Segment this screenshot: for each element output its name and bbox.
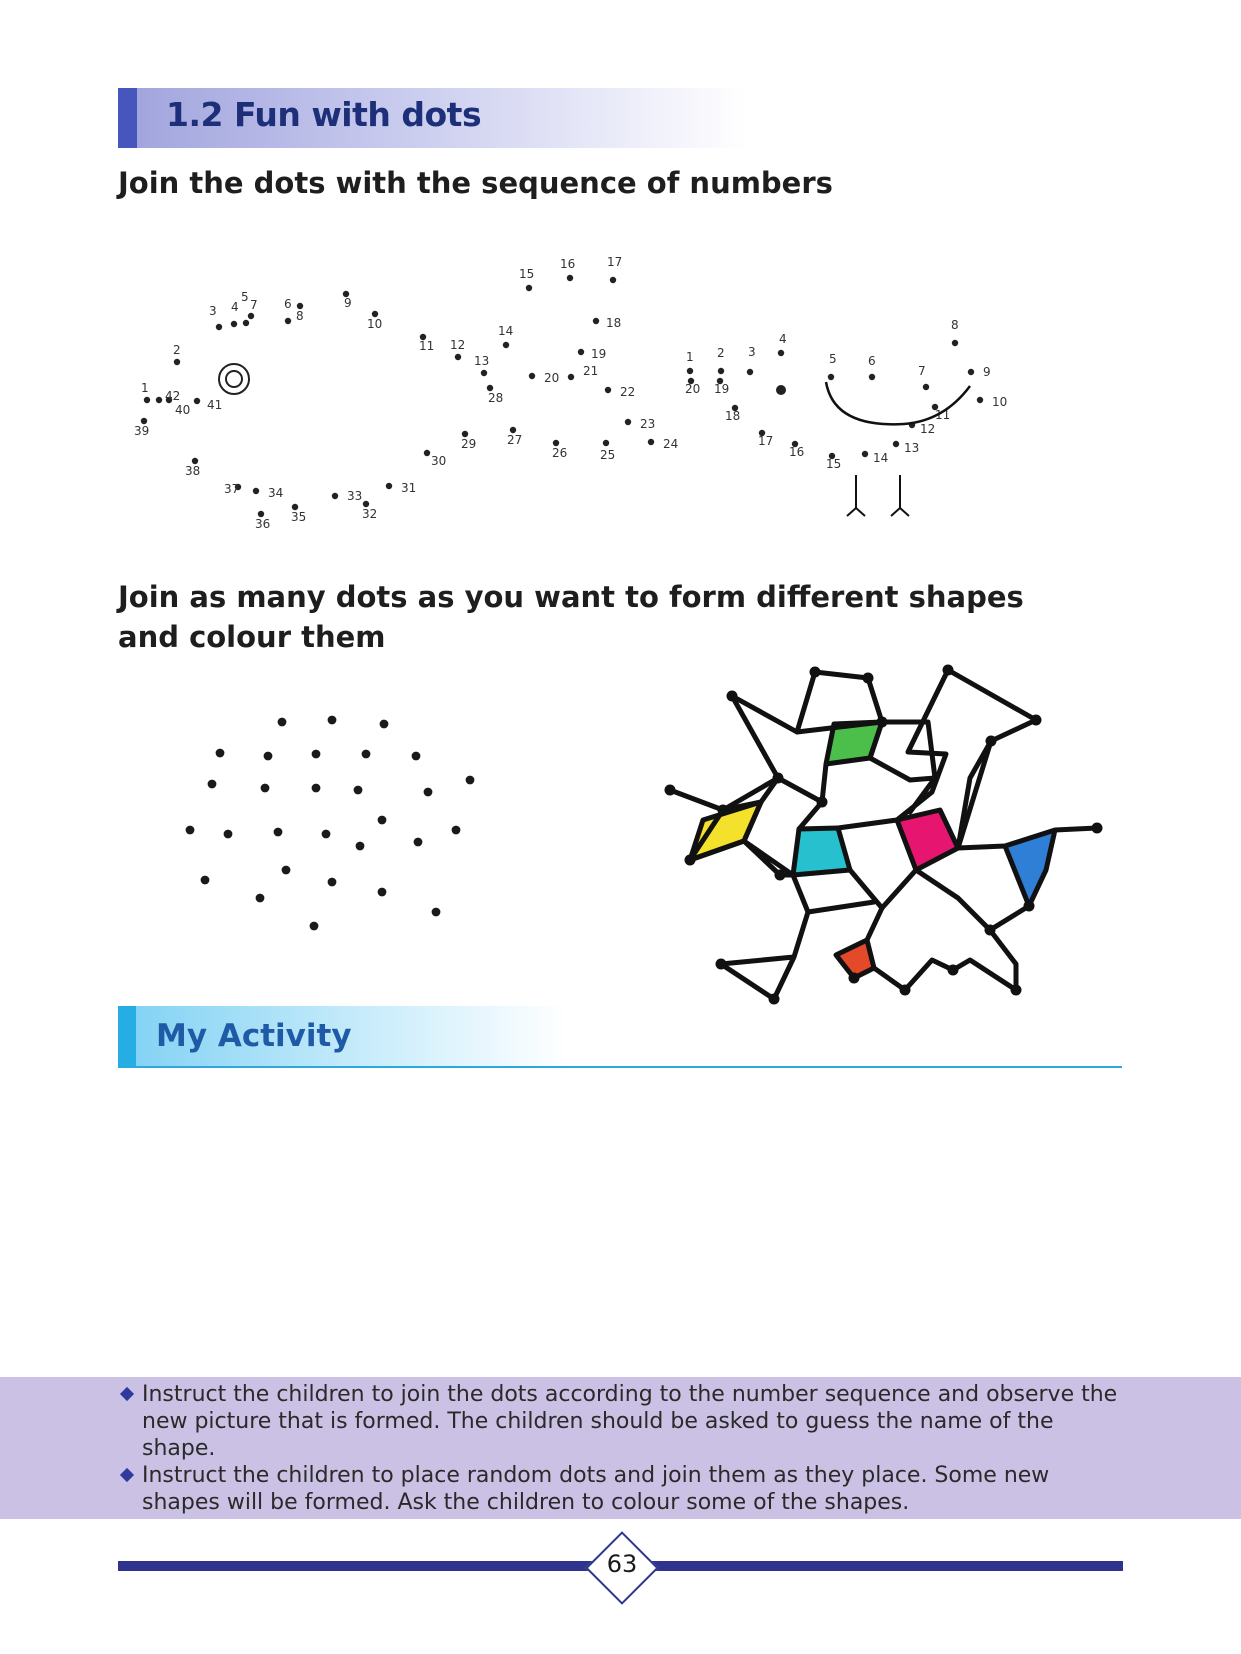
fish-dot-label: 12 [450, 338, 466, 352]
fish-dot-4 [231, 321, 237, 327]
bird-dot-5 [828, 374, 834, 380]
fish-dot-label: 31 [401, 481, 417, 495]
fish-dot-5 [248, 313, 254, 319]
random-dot [278, 718, 287, 727]
fish-dot-label: 15 [519, 267, 535, 281]
my-activity-banner [118, 1006, 1122, 1068]
random-dot [328, 716, 337, 725]
random-dot [378, 816, 387, 825]
page-number: 63 [606, 1550, 638, 1578]
fish-dot-21 [568, 374, 574, 380]
bird-dot-3 [747, 369, 753, 375]
fish-dot-label: 29 [461, 437, 477, 451]
teacher-note-item [118, 1462, 1123, 1516]
fish-dot-label: 38 [185, 464, 201, 478]
bird-dot-label: 14 [873, 451, 889, 465]
fish-dot-label: 40 [175, 403, 191, 417]
fish-dot-20 [529, 373, 535, 379]
teacher-note-item [118, 1381, 1123, 1462]
bird-dot-label: 10 [992, 395, 1008, 409]
section-title: 1.2 Fun with dots [166, 95, 482, 134]
bird-eye-icon [776, 385, 786, 395]
dot-to-dot-figures [120, 250, 1100, 560]
random-dot [378, 888, 387, 897]
bird-dot-6 [869, 374, 875, 380]
fish-dot-label: 30 [431, 454, 447, 468]
random-dot [328, 878, 337, 887]
fish-dot-12 [455, 354, 461, 360]
section-banner-bar [118, 88, 137, 148]
random-dot [216, 749, 225, 758]
joining-line [897, 670, 948, 820]
random-dot [312, 750, 321, 759]
bird-dot-label: 1 [686, 350, 694, 364]
joined-dot [1031, 715, 1042, 726]
fish-dot-label: 21 [583, 364, 599, 378]
bird-dot-4 [778, 350, 784, 356]
joined-dot [1011, 985, 1022, 996]
instruction-join-shapes-line1: Join as many dots as you want to form different shapes [118, 580, 1024, 614]
fish-dot-label: 35 [291, 510, 307, 524]
joined-dot [986, 736, 997, 747]
joined-dot [665, 785, 676, 796]
fish-dot-label: 33 [347, 489, 363, 503]
fish-dot-7 [243, 320, 249, 326]
bird-dot-figure [685, 318, 1007, 516]
instruction-join-shapes-line2: and colour them [118, 620, 386, 654]
random-dot [380, 720, 389, 729]
joined-dot [943, 665, 954, 676]
random-dot [466, 776, 475, 785]
random-dot [322, 830, 331, 839]
fish-dot-41 [194, 398, 200, 404]
bird-dot-label: 18 [725, 409, 741, 423]
fish-dot-label: 20 [544, 371, 560, 385]
fish-dot-22 [605, 387, 611, 393]
bird-dot-label: 5 [829, 352, 837, 366]
random-dot [208, 780, 217, 789]
fish-dot-42 [156, 397, 162, 403]
random-dot [362, 750, 371, 759]
bird-dot-label: 8 [951, 318, 959, 332]
random-dot [412, 752, 421, 761]
random-dot [312, 784, 321, 793]
bird-dot-label: 6 [868, 354, 876, 368]
fish-dot-31 [386, 483, 392, 489]
joined-dot [718, 805, 729, 816]
joined-dot [1092, 823, 1103, 834]
fish-dot-figure [134, 255, 678, 531]
fish-dot-34 [253, 488, 259, 494]
fish-dot-30 [424, 450, 430, 456]
bird-dot-label: 20 [685, 382, 701, 396]
fish-dot-6 [285, 318, 291, 324]
joined-dot [769, 994, 780, 1005]
joining-line [953, 906, 1029, 990]
random-dot [424, 788, 433, 797]
bird-dot-2 [718, 368, 724, 374]
joined-dot [810, 667, 821, 678]
fish-dot-label: 34 [268, 486, 284, 500]
bird-dot-label: 9 [983, 365, 991, 379]
joined-dot [985, 925, 996, 936]
random-dot [452, 826, 461, 835]
bird-dot-9 [968, 369, 974, 375]
random-dot [201, 876, 210, 885]
fish-dot-23 [625, 419, 631, 425]
bird-dot-10 [977, 397, 983, 403]
fish-dot-label: 16 [560, 257, 576, 271]
fish-dot-label: 8 [296, 309, 304, 323]
my-activity-banner-bar [118, 1006, 136, 1066]
bird-dot-label: 11 [935, 408, 951, 422]
joined-dot [773, 773, 784, 784]
fish-dot-label: 14 [498, 324, 514, 338]
section-banner [118, 88, 748, 148]
random-dot [274, 828, 283, 837]
bird-dot-7 [923, 384, 929, 390]
fish-dot-label: 24 [663, 437, 679, 451]
joining-line [874, 960, 953, 990]
teacher-note-text: Instruct the children to join the dots according to the number sequence and observe the new picture that is formed. The children should be asked to guess the name of the shape. [142, 1382, 1118, 1461]
joined-dot [849, 973, 860, 984]
bird-dot-label: 15 [826, 457, 842, 471]
fish-dot-18 [593, 318, 599, 324]
fish-dot-label: 32 [362, 507, 378, 521]
random-dot [310, 922, 319, 931]
joined-shapes-figure [650, 660, 1120, 1015]
teacher-note-text: Instruct the children to place random dots and join them as they place. Some new shapes will be formed. Ask the children to colour some of the shapes. [142, 1463, 1050, 1515]
fish-dot-17 [610, 277, 616, 283]
bird-dot-1 [687, 368, 693, 374]
teacher-note-box [0, 1377, 1241, 1519]
fish-dot-label: 37 [224, 482, 240, 496]
fish-dot-1 [144, 397, 150, 403]
fish-dot-2 [174, 359, 180, 365]
fish-dot-label: 3 [209, 304, 217, 318]
fish-dot-16 [567, 275, 573, 281]
fish-dot-label: 39 [134, 424, 150, 438]
fish-dot-label: 27 [507, 433, 523, 447]
fish-dot-label: 2 [173, 343, 181, 357]
fish-dot-33 [332, 493, 338, 499]
fish-dot-label: 1 [141, 381, 149, 395]
joined-dot [877, 717, 888, 728]
joined-dot [817, 797, 828, 808]
bird-dot-label: 19 [714, 382, 730, 396]
fish-dot-label: 6 [284, 297, 292, 311]
fish-dot-15 [526, 285, 532, 291]
joined-dot [727, 691, 738, 702]
fish-eye-icon [219, 364, 249, 394]
fish-dot-label: 25 [600, 448, 616, 462]
bird-dot-8 [952, 340, 958, 346]
my-activity-title: My Activity [156, 1018, 352, 1054]
fish-dot-label: 42 [165, 389, 181, 403]
joined-dot [685, 855, 696, 866]
fish-dot-label: 11 [419, 339, 435, 353]
bird-dot-label: 12 [920, 422, 936, 436]
joined-dot [775, 870, 786, 881]
fish-dot-label: 36 [255, 517, 271, 531]
random-dot [186, 826, 195, 835]
fish-dot-label: 9 [344, 296, 352, 310]
random-dots-figure [120, 660, 540, 950]
fish-dot-24 [648, 439, 654, 445]
teacher-note-list [118, 1377, 1123, 1516]
fish-dot-label: 28 [488, 391, 504, 405]
random-dot [224, 830, 233, 839]
joined-dot [900, 985, 911, 996]
fish-dot-label: 18 [606, 316, 622, 330]
joined-dot [1024, 901, 1035, 912]
diamond-bullet-icon [120, 1387, 134, 1401]
fish-dot-label: 23 [640, 417, 656, 431]
fish-dot-label: 22 [620, 385, 636, 399]
random-dot [432, 908, 441, 917]
fish-dot-label: 17 [607, 255, 623, 269]
fish-dot-19 [578, 349, 584, 355]
bird-dot-label: 13 [904, 441, 920, 455]
joined-dot [716, 959, 727, 970]
instruction-join-sequence: Join the dots with the sequence of numbers [118, 166, 833, 200]
fish-dot-label: 26 [552, 446, 568, 460]
fish-dot-label: 10 [367, 317, 383, 331]
fish-dot-label: 19 [591, 347, 607, 361]
joined-dot [863, 673, 874, 684]
joined-dot [948, 965, 959, 976]
bird-dot-label: 16 [789, 445, 805, 459]
random-dot [354, 786, 363, 795]
fish-dot-13 [481, 370, 487, 376]
fish-dot-3 [216, 324, 222, 330]
diamond-bullet-icon [120, 1468, 134, 1482]
random-dot [264, 752, 273, 761]
bird-dot-label: 7 [918, 364, 926, 378]
bird-dot-label: 4 [779, 332, 787, 346]
bird-dot-label: 17 [758, 434, 774, 448]
bird-dot-label: 3 [748, 345, 756, 359]
bird-dot-14 [862, 451, 868, 457]
bird-dot-13 [893, 441, 899, 447]
fish-dot-label: 7 [250, 298, 258, 312]
fish-dot-label: 4 [231, 300, 239, 314]
random-dot [256, 894, 265, 903]
fish-dot-label: 41 [207, 398, 223, 412]
fish-dot-25 [603, 440, 609, 446]
fish-dot-label: 5 [241, 290, 249, 304]
fish-dot-label: 13 [474, 354, 490, 368]
random-dot [356, 842, 365, 851]
random-dot [414, 838, 423, 847]
fish-dot-14 [503, 342, 509, 348]
random-dot [282, 866, 291, 875]
bird-dot-label: 2 [717, 346, 725, 360]
random-dot [261, 784, 270, 793]
